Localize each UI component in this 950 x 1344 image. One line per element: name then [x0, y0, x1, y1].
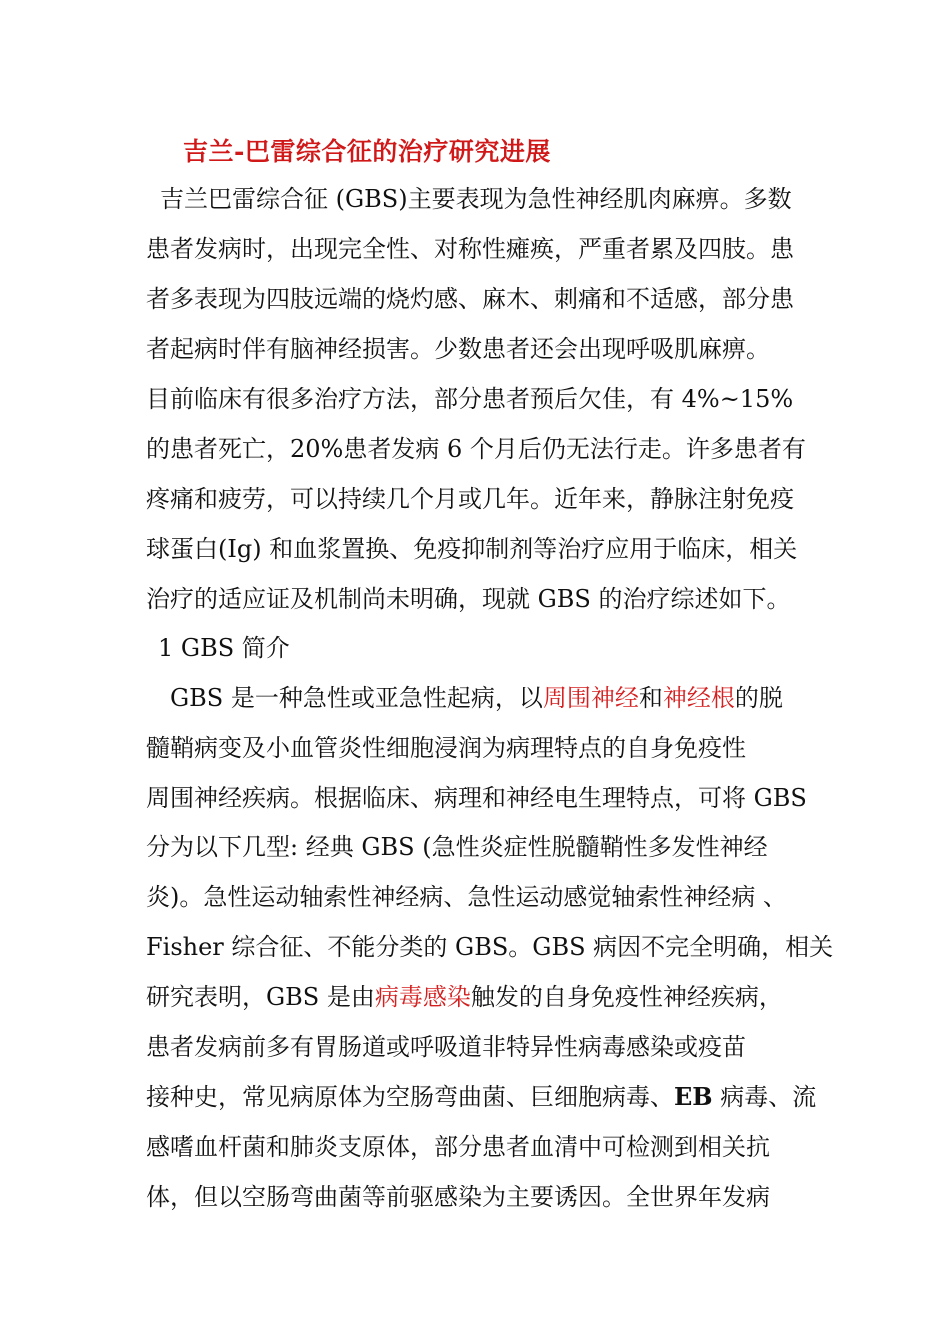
- highlighted-term: 神经根: [662, 684, 735, 712]
- paragraph-2-line: 分为以下几型: 经典 GBS (急性炎症性脱髓鞘性多发性神经: [146, 833, 768, 861]
- paragraph-1-line: 的患者死亡，20%患者发病 6 个月后仍无法行走。许多患者有: [146, 435, 806, 463]
- paragraph-2-line: Fisher 综合征、不能分类的 GBS。GBS 病因不完全明确，相关: [146, 933, 834, 961]
- paragraph-1-line: 吉兰巴雷综合征 (GBS)主要表现为急性神经肌肉麻痹。多数: [160, 185, 792, 213]
- bold-term: EB: [674, 1082, 713, 1111]
- text-run: GBS 是一种急性或亚急性起病，以: [170, 684, 543, 712]
- section-heading: 1 GBS 简介: [158, 634, 290, 662]
- paragraph-1-line: 疼痛和疲劳，可以持续几个月或几年。近年来，静脉注射免疫: [146, 485, 794, 513]
- paragraph-1-line: 者多表现为四肢远端的烧灼感、麻木、刺痛和不适感，部分患: [146, 285, 794, 313]
- text-run: 接种史，常见病原体为空肠弯曲菌、巨细胞病毒、: [146, 1083, 674, 1111]
- text-run: 的脱: [734, 684, 783, 712]
- paragraph-2-line: [146, 1081, 817, 1113]
- paragraph-1-line: 目前临床有很多治疗方法，部分患者预后欠佳，有 4%~15%: [146, 385, 794, 413]
- paragraph-2-line: 体，但以空肠弯曲菌等前驱感染为主要诱因。全世界年发病: [146, 1183, 770, 1211]
- paragraph-2-line: 炎)。急性运动轴索性神经病、急性运动感觉轴索性神经病 、: [146, 883, 787, 911]
- paragraph-1-line: 治疗的适应证及机制尚未明确，现就 GBS 的治疗综述如下。: [146, 585, 791, 613]
- text-run: 病毒、流: [712, 1083, 817, 1111]
- document-title: 吉兰-巴雷综合征的治疗研究进展: [183, 137, 551, 166]
- paragraph-1-line: 患者发病时，出现完全性、对称性瘫痪，严重者累及四肢。患: [146, 235, 794, 263]
- paragraph-2-line: 患者发病前多有胃肠道或呼吸道非特异性病毒感染或疫苗: [146, 1033, 746, 1061]
- highlighted-term: 周围神经: [542, 684, 639, 712]
- paragraph-2-line: 感嗜血杆菌和肺炎支原体，部分患者血清中可检测到相关抗: [146, 1133, 770, 1161]
- paragraph-2-line: 髓鞘病变及小血管炎性细胞浸润为病理特点的自身免疫性: [146, 734, 746, 762]
- paragraph-1-line: 者起病时伴有脑神经损害。少数患者还会出现呼吸肌麻痹。: [146, 335, 770, 363]
- highlighted-term: 病毒感染: [374, 983, 471, 1011]
- paragraph-2-line: [170, 682, 834, 714]
- text-run: 触发的自身免疫性神经疾病，: [470, 983, 783, 1011]
- paragraph-1-line: 球蛋白(Ig) 和血浆置换、免疫抑制剂等治疗应用于临床，相关: [146, 535, 798, 563]
- paragraph-2-line: 周围神经疾病。根据临床、病理和神经电生理特点，可将 GBS: [146, 784, 807, 812]
- paragraph-2-line: [146, 981, 810, 1013]
- text-run: 研究表明，GBS 是由: [146, 983, 375, 1011]
- text-run: 和: [638, 684, 663, 712]
